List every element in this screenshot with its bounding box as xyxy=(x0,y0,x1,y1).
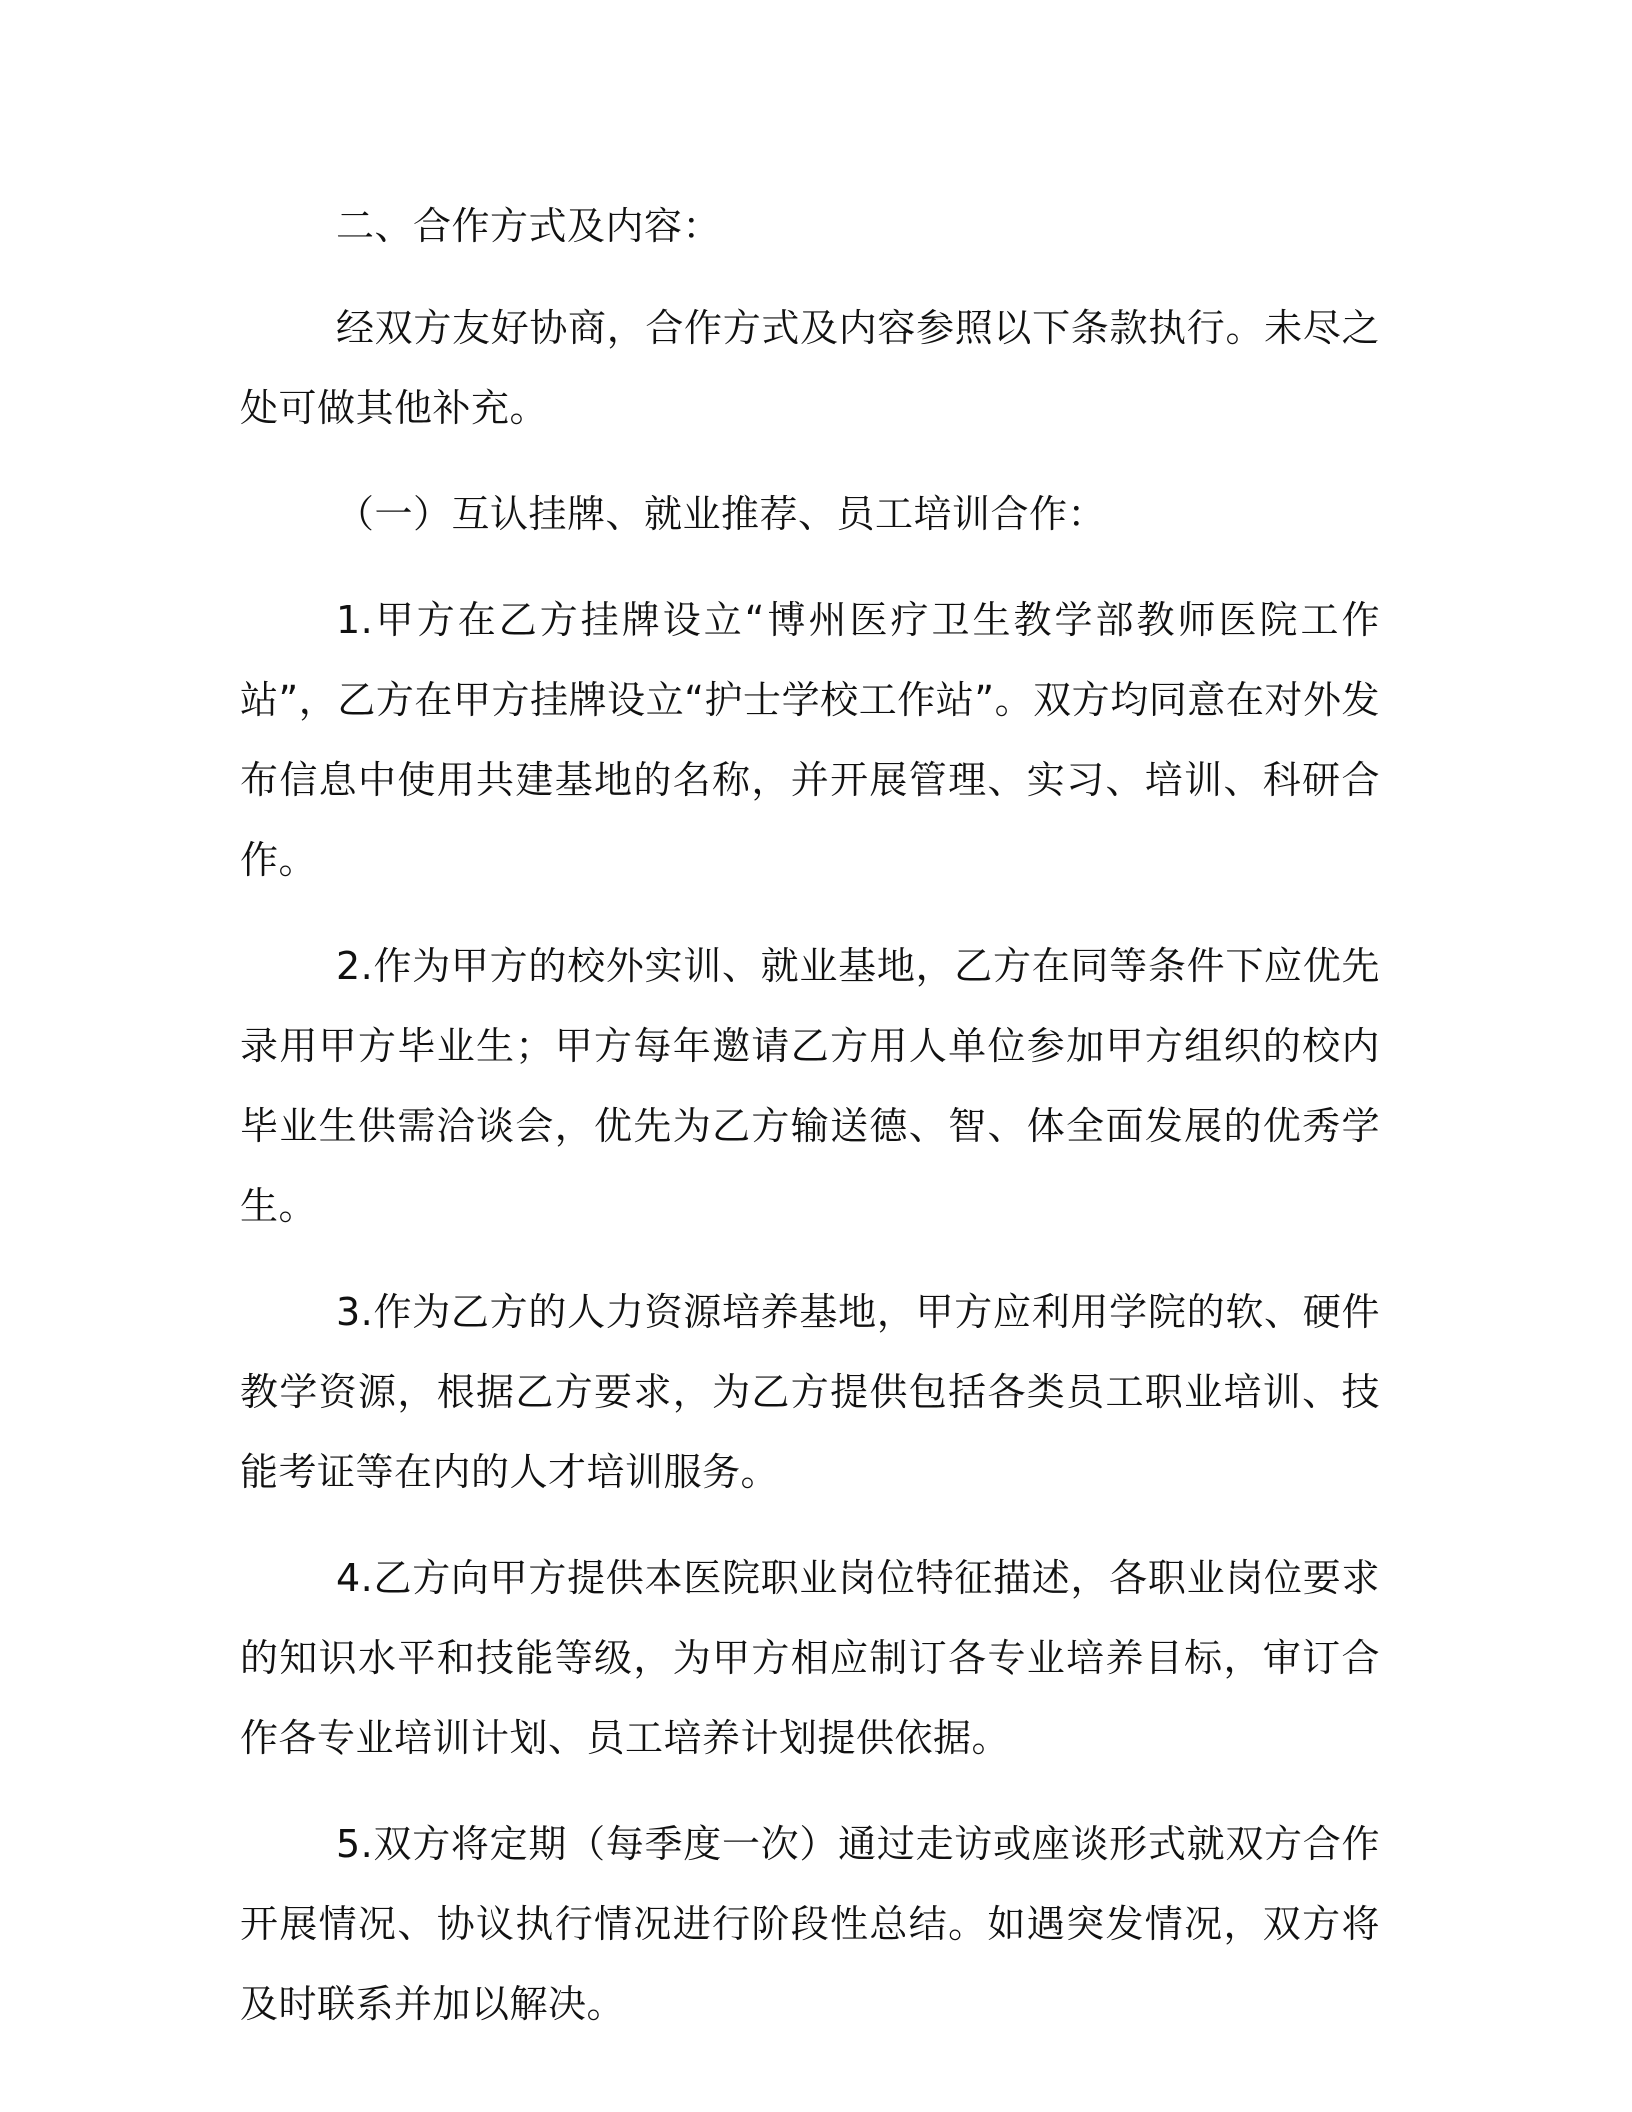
clause-1: 1.甲方在乙方挂牌设立“博州医疗卫生教学部教师医院工作站”，乙方在甲方挂牌设立“护士学校工作站”。双方均同意在对外发布信息中使用共建基地的名称，并开展管理、实习、培训、科研合作。 xyxy=(240,598,1380,882)
clause-4: 4.乙方向甲方提供本医院职业岗位特征描述，各职业岗位要求的知识水平和技能等级，为甲方相应制订各专业培养目标，审订合作各专业培训计划、员工培养计划提供依据。 xyxy=(240,1556,1380,1760)
clause-2: 2.作为甲方的校外实训、就业基地，乙方在同等条件下应优先录用甲方毕业生；甲方每年邀请乙方用人单位参加甲方组织的校内毕业生供需洽谈会，优先为乙方输送德、智、体全面发展的优秀学生。 xyxy=(240,944,1380,1228)
section-title: 二、合作方式及内容： xyxy=(336,204,722,248)
clause-5: 5.双方将定期（每季度一次）通过走访或座谈形式就双方合作开展情况、协议执行情况进行阶段性总结。如遇突发情况，双方将及时联系并加以解决。 xyxy=(240,1822,1380,2026)
document-body xyxy=(240,186,1380,2044)
clause-3: 3.作为乙方的人力资源培养基地，甲方应利用学院的软、硬件教学资源，根据乙方要求，为乙方提供包括各类员工职业培训、技能考证等在内的人才培训服务。 xyxy=(240,1290,1380,1494)
intro-paragraph: 经双方友好协商，合作方式及内容参照以下条款执行。未尽之处可做其他补充。 xyxy=(240,306,1380,430)
subsection-title: （一）互认挂牌、就业推荐、员工培训合作： xyxy=(336,492,1107,536)
